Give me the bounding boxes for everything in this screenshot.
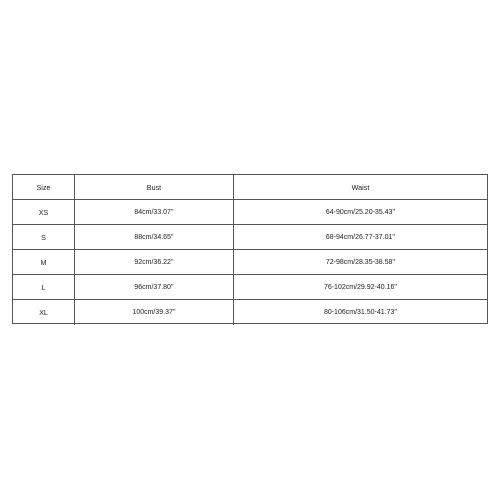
bust-cell: 84cm/33.07'': [75, 200, 234, 224]
bust-cell: 96cm/37.80'': [75, 275, 234, 299]
header-waist: Waist: [351, 182, 370, 192]
bust-cell: 100cm/39.37'': [75, 300, 234, 325]
table-row: [13, 275, 487, 300]
size-chart-table: [12, 174, 488, 324]
header-bust: Bust: [75, 175, 234, 199]
waist-cell: 64-90cm/25.20-35.43'': [325, 208, 396, 216]
table-row: [13, 225, 487, 250]
bust-cell: 88cm/34.65'': [75, 225, 234, 249]
size-cell: S: [13, 225, 75, 249]
size-cell: XS: [13, 200, 75, 224]
waist-cell: 68-94cm/26.77-37.01'': [325, 233, 396, 241]
table-row: [13, 200, 487, 225]
size-cell: XL: [13, 300, 75, 325]
waist-cell: 80-106cm/31.50-41.73'': [323, 309, 398, 316]
waist-cell: 76-102cm/29.92-40.16'': [323, 283, 398, 291]
size-cell: M: [13, 250, 75, 274]
size-cell: L: [13, 275, 75, 299]
header-size: Size: [13, 175, 75, 199]
table-header-row: [13, 175, 487, 200]
table-row: [13, 300, 487, 325]
bust-cell: 92cm/36.22'': [75, 250, 234, 274]
waist-cell: 72-98cm/28.35-38.58'': [325, 258, 396, 266]
table-row: [13, 250, 487, 275]
